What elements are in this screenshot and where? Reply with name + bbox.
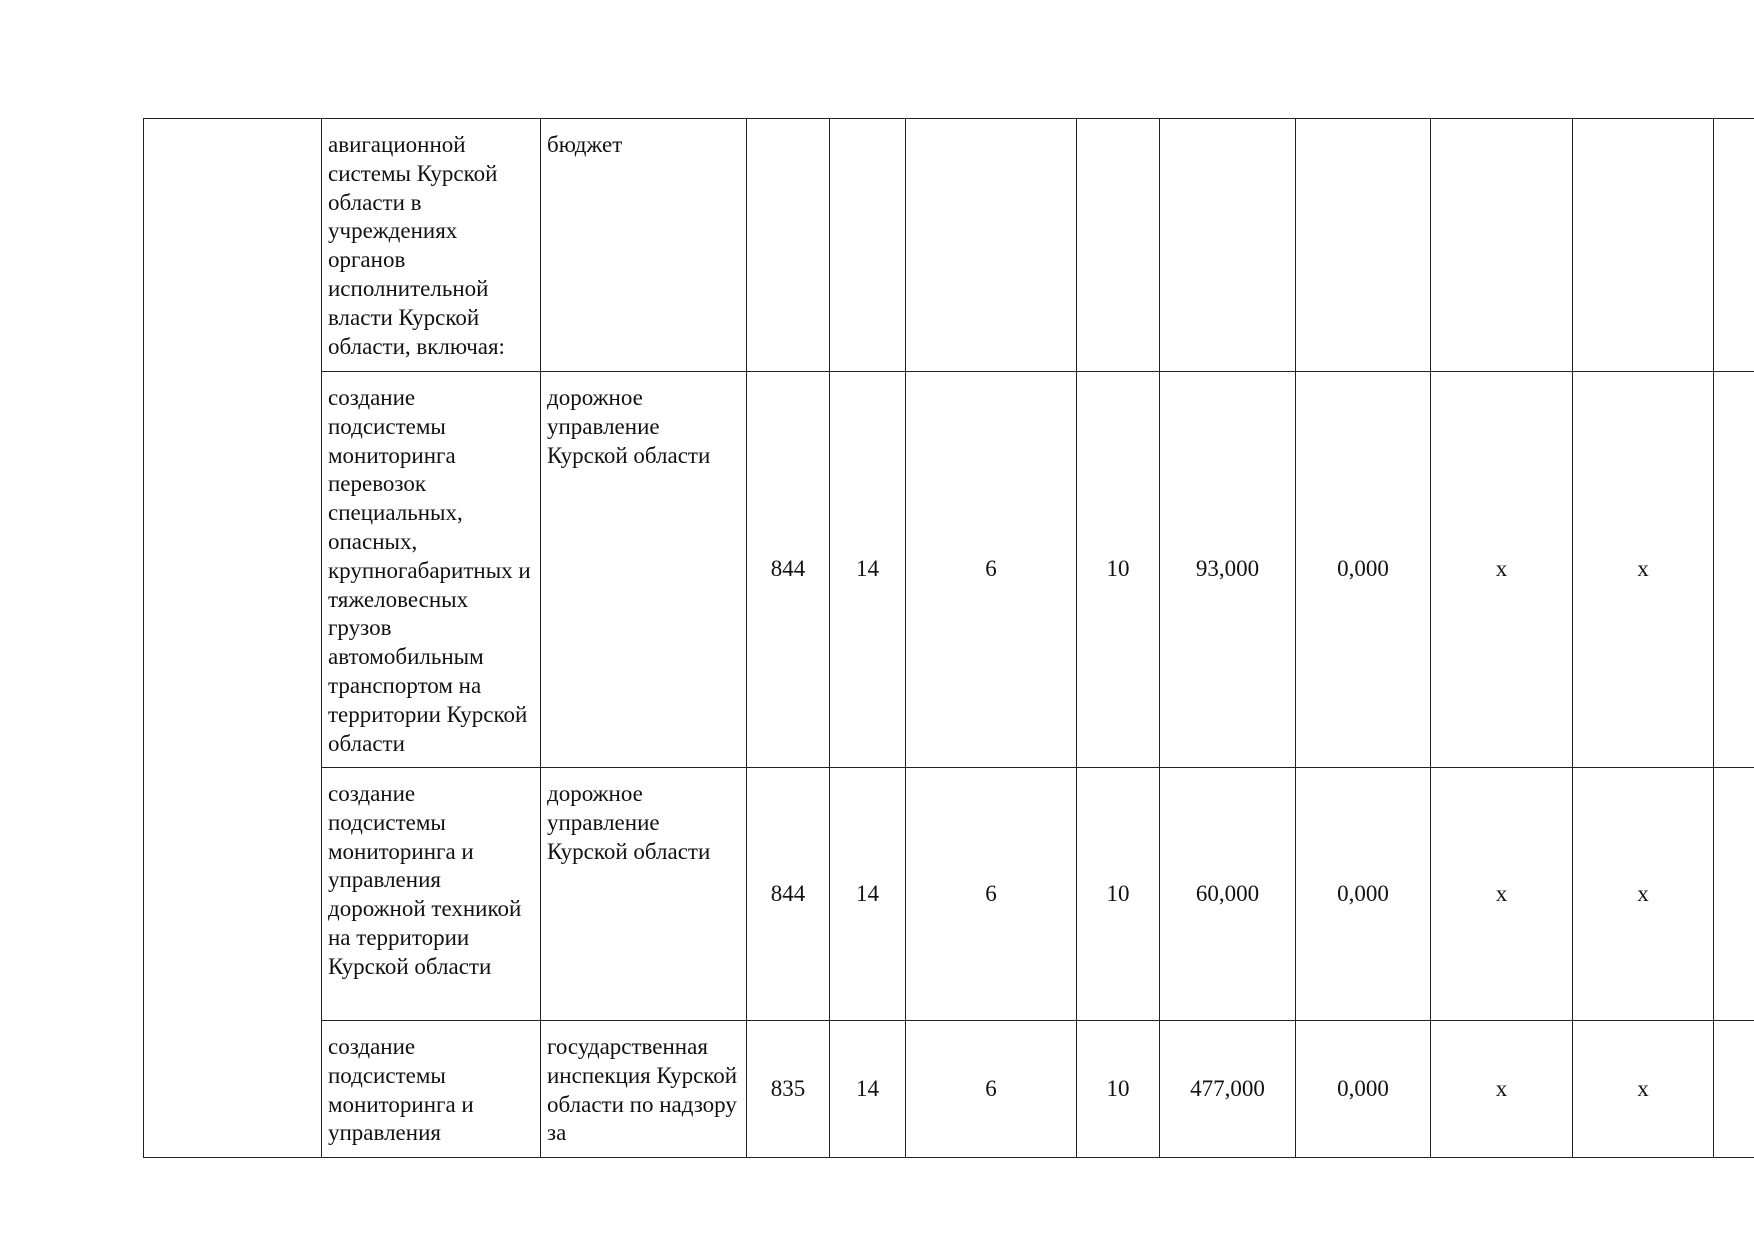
executor-cell: дорожное управление Курской области bbox=[541, 768, 747, 1021]
amount2-cell: 0,000 bbox=[1296, 768, 1431, 1021]
measure-name-cell: авигационной системы Курской области в учреждениях органов исполнительной власти Курской области, включая: bbox=[322, 119, 541, 372]
measure-name-cell: создание подсистемы мониторинга и управления bbox=[322, 1021, 541, 1158]
executor-cell: государственная инспекция Курской области по надзору за bbox=[541, 1021, 747, 1158]
amount-cell: 477,000 bbox=[1160, 1021, 1296, 1158]
cut-off-cell bbox=[1714, 119, 1754, 372]
merged-number-cell bbox=[144, 119, 322, 1158]
cut-off-cell bbox=[1714, 1021, 1754, 1158]
rz-cell: 14 bbox=[830, 768, 906, 1021]
pr-cell: 6 bbox=[906, 372, 1077, 768]
table-row bbox=[144, 119, 1754, 372]
x1-cell bbox=[1431, 119, 1573, 372]
rz-cell bbox=[830, 119, 906, 372]
x2-cell: х bbox=[1573, 1021, 1714, 1158]
executor-cell: дорожное управление Курской области bbox=[541, 372, 747, 768]
cut-off-cell bbox=[1714, 372, 1754, 768]
amount-cell: 93,000 bbox=[1160, 372, 1296, 768]
grbs-cell bbox=[747, 119, 830, 372]
grbs-cell: 835 bbox=[747, 1021, 830, 1158]
rz-cell: 14 bbox=[830, 1021, 906, 1158]
measure-name-cell: создание подсистемы мониторинга перевозок специальных, опасных, крупногабаритных и тяжеловесных грузов автомобильным транспортом на территории Курской области bbox=[322, 372, 541, 768]
pr-cell bbox=[906, 119, 1077, 372]
pr-cell: 6 bbox=[906, 768, 1077, 1021]
amount2-cell: 0,000 bbox=[1296, 372, 1431, 768]
amount2-cell: 0,000 bbox=[1296, 1021, 1431, 1158]
csr-cell: 10 bbox=[1077, 1021, 1160, 1158]
x1-cell: х bbox=[1431, 768, 1573, 1021]
executor-cell: бюджет bbox=[541, 119, 747, 372]
x2-cell bbox=[1573, 119, 1714, 372]
table-row bbox=[144, 372, 1754, 768]
csr-cell bbox=[1077, 119, 1160, 372]
table-row bbox=[144, 1021, 1754, 1158]
amount2-cell bbox=[1296, 119, 1431, 372]
csr-cell: 10 bbox=[1077, 768, 1160, 1021]
amount-cell: 60,000 bbox=[1160, 768, 1296, 1021]
grbs-cell: 844 bbox=[747, 372, 830, 768]
grbs-cell: 844 bbox=[747, 768, 830, 1021]
table-row bbox=[144, 768, 1754, 1021]
x1-cell: х bbox=[1431, 1021, 1573, 1158]
x2-cell: х bbox=[1573, 768, 1714, 1021]
x2-cell: х bbox=[1573, 372, 1714, 768]
measure-name-cell: создание подсистемы мониторинга и управления дорожной техникой на территории Курской области bbox=[322, 768, 541, 1021]
x1-cell: х bbox=[1431, 372, 1573, 768]
budget-table bbox=[143, 118, 1754, 1158]
pr-cell: 6 bbox=[906, 1021, 1077, 1158]
rz-cell: 14 bbox=[830, 372, 906, 768]
csr-cell: 10 bbox=[1077, 372, 1160, 768]
amount-cell bbox=[1160, 119, 1296, 372]
cut-off-cell bbox=[1714, 768, 1754, 1021]
